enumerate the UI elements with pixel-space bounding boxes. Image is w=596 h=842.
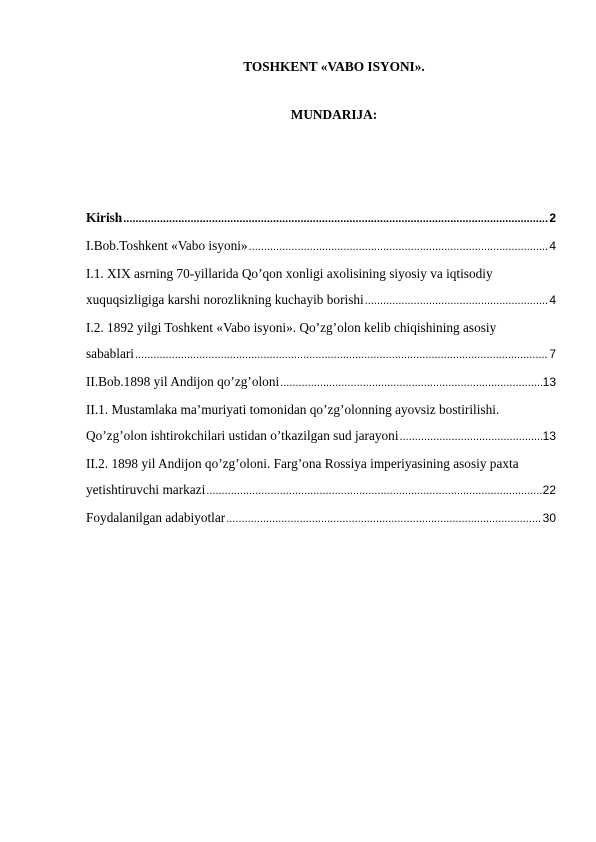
toc-entry-text: sabablari (86, 346, 134, 361)
toc-line (86, 480, 556, 501)
toc-line (86, 290, 556, 311)
toc-entry-section-1-2[interactable] (86, 318, 556, 365)
toc-page-number: 4 (549, 239, 556, 253)
document-title: TOSHKENT «VABO ISYONI». (243, 59, 425, 74)
dot-leader (135, 346, 548, 365)
dot-leader (206, 482, 541, 501)
toc-line (86, 236, 556, 257)
toc-page-number: 22 (542, 483, 556, 497)
toc-line (86, 208, 556, 229)
dot-leader (280, 374, 541, 393)
toc-entry-text: Kirish (86, 210, 123, 225)
toc-entry-text-first-line: II.1. Mustamlaka ma’muriyati tomonidan qo’zg’olonning ayovsiz bostirilishi. (86, 402, 500, 417)
dot-leader (365, 292, 549, 311)
toc-line (86, 508, 556, 529)
toc-line (86, 372, 556, 393)
dot-leader (400, 428, 542, 447)
dot-leader (226, 510, 541, 529)
toc-line (86, 344, 556, 365)
toc-entry-text-first-line: I.1. XIX asrning 70-yillarida Qo’qon xonligi axolisining siyosiy va iqtisodiy (86, 266, 493, 281)
toc-entry-references[interactable] (86, 508, 556, 529)
toc-entry-section-2-1[interactable] (86, 400, 556, 447)
toc-entry-text-first-line: II.2. 1898 yil Andijon qo’zg’oloni. Farg’ona Rossiya imperiyasining asosiy paxta (86, 456, 519, 471)
toc-entry-text: II.Bob.1898 yil Andijon qo’zg’oloni (86, 374, 280, 389)
toc-entry-text: xuquqsizligiga karshi norozlikning kuchayib borishi (86, 292, 364, 307)
dot-leader (249, 238, 549, 257)
table-of-contents (86, 208, 556, 529)
toc-page-number: 7 (549, 347, 556, 361)
toc-entry-text: Foydalanilgan adabiyotlar (86, 510, 226, 525)
toc-entry-section-1-1[interactable] (86, 264, 556, 311)
toc-heading: MUNDARIJA: (290, 107, 378, 122)
toc-entry-text: yetishtiruvchi markazi (86, 482, 206, 497)
toc-page-number: 4 (549, 293, 556, 307)
toc-line (86, 426, 556, 447)
toc-entry-text: I.Bob.Toshkent «Vabo isyoni» (86, 238, 248, 253)
dot-leader (123, 210, 548, 229)
toc-entry-chapter-2[interactable] (86, 372, 556, 393)
toc-entry-chapter-1[interactable] (86, 236, 556, 257)
toc-entry-text: Qo’zg’olon ishtirokchilari ustidan o’tkazilgan sud jarayoni (86, 428, 399, 443)
toc-entry-text-first-line: I.2. 1892 yilgi Toshkent «Vabo isyoni». Qo’zg’olon kelib chiqishining asosiy (86, 320, 497, 335)
toc-page-number: 13 (542, 375, 556, 389)
toc-page-number: 30 (542, 511, 556, 525)
toc-entry-kirish[interactable] (86, 208, 556, 229)
toc-page-number: 2 (549, 211, 556, 225)
toc-entry-section-2-2[interactable] (86, 454, 556, 501)
toc-page-number: 13 (542, 429, 556, 443)
